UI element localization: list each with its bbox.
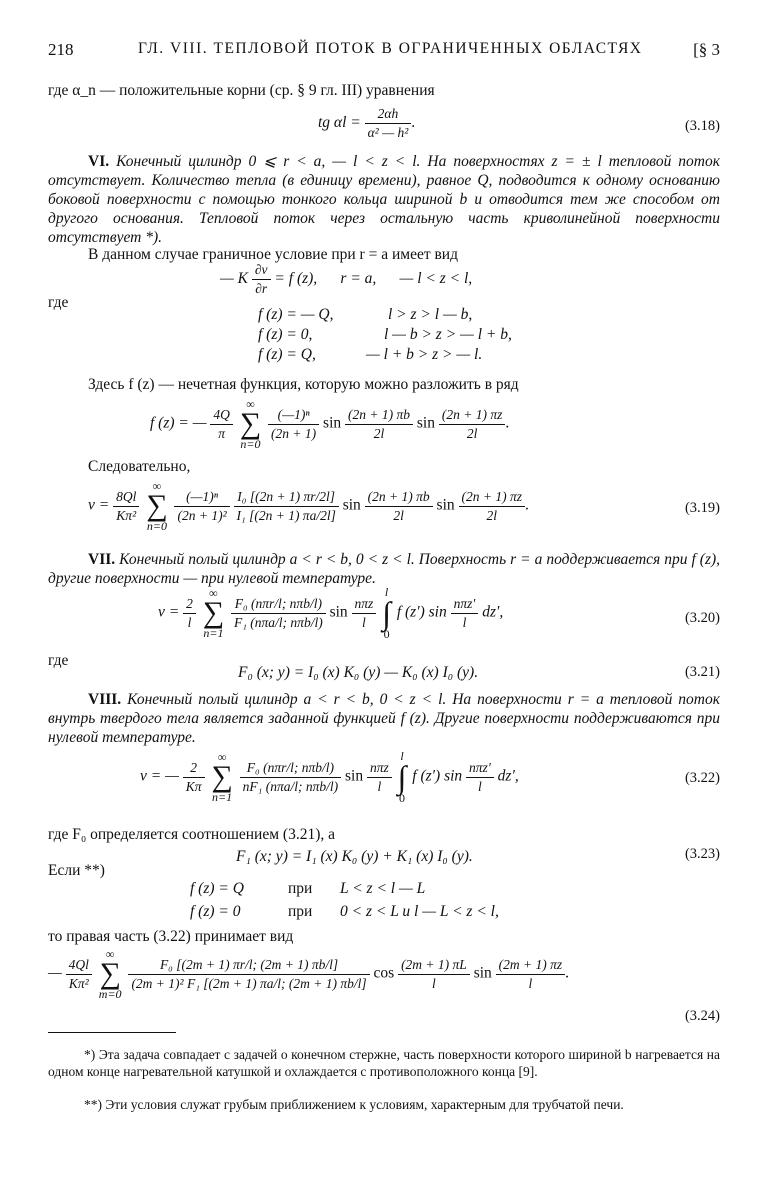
- eq322-dz: dz′,: [497, 767, 519, 785]
- eq322-coef: [183, 760, 205, 795]
- word-where-2: где: [48, 652, 69, 669]
- equation-3-18: tg αl = $\frac{2\alpha h}{\text{α² — h²}}$ .: [318, 106, 416, 140]
- eq-number-3-18: (3.18): [684, 118, 720, 134]
- eq-number-3-22: (3.22): [684, 770, 720, 786]
- eq319-coef-num: 8Ql: [113, 489, 139, 507]
- eq322-term-1-num: F₀ (nπr/l; nπb/l): [240, 760, 341, 778]
- series-term-3: [439, 407, 506, 442]
- paragraph-vii: [48, 550, 720, 588]
- cond-1-f: f (z) = Q: [190, 880, 244, 897]
- eq318-lhs: tg αl =: [318, 114, 361, 132]
- eq322-term-1: [240, 760, 341, 795]
- fz-case-1-cond: l > z > l — b,: [388, 306, 473, 323]
- fz-case-1: f (z) = — Q,: [258, 306, 334, 323]
- sum-bottom: m=0: [98, 987, 122, 1001]
- eq324-term-3: [496, 957, 566, 992]
- eq319-term-4-den: 2l: [486, 507, 498, 523]
- equation-3-22: [140, 750, 519, 804]
- series-term-2: [345, 407, 413, 442]
- eq322-coef-num: 2: [183, 760, 205, 778]
- cond-1-at: при: [288, 880, 313, 897]
- eq324-term-3-num: (2m + 1) πz: [496, 957, 566, 975]
- eq320-coef-den: l: [187, 614, 192, 630]
- eq319-term-2-den: I₁ [(2n + 1) πa/2l]: [236, 507, 336, 523]
- equation-series-fz: [150, 398, 509, 450]
- series-term-2-den: 2l: [373, 425, 385, 441]
- eq319-term-4: [459, 489, 526, 524]
- footnote-1: *) Эта задача совпадает с задачей о конечном стержне, часть поверхности которого шириной b нагревается на одном конце нагревательной катушкой и охлаждается с противоположного конца [9].: [48, 1047, 720, 1079]
- paragraph-vii-lead: VII.: [88, 551, 116, 568]
- eq319-term-1: [174, 489, 229, 524]
- eq-bc-fraction: [252, 262, 271, 297]
- cond-1-range: L < z < l — L: [340, 880, 426, 897]
- sum-top: ∞: [217, 750, 227, 764]
- series-term-3-den: 2l: [466, 425, 478, 441]
- eq319-coef-den: Kπ²: [116, 507, 137, 523]
- paragraph-viii-text: Конечный полый цилиндр a < r < b, 0 < z < l. На поверхности r = a тепловой поток внутрь твердого тела является заданной функцией f (z). Другие поверхности поддерживаются при нулевой температуре.: [48, 691, 720, 746]
- sum-top: ∞: [105, 947, 115, 961]
- sum-symbol: ∞ ∑ n=1: [211, 750, 233, 804]
- series-term-1-num: (—1)ⁿ: [268, 407, 319, 425]
- text-line-hence: Следовательно,: [88, 458, 191, 475]
- paragraph-viii-lead: VIII.: [88, 691, 122, 708]
- eq319-term-1-den: (2n + 1)²: [177, 507, 227, 523]
- integral-symbol: l ∫ 0: [397, 749, 407, 805]
- eq324-term-1-num: F₀ [(2m + 1) πr/l; (2m + 1) πb/l]: [128, 957, 369, 975]
- eq320-sin-1: sin: [329, 603, 348, 621]
- eq319-lhs: v =: [88, 496, 110, 514]
- series-term-1-den: (2n + 1): [271, 425, 317, 441]
- series-coef-den: π: [218, 425, 226, 441]
- eq320-integrand: f (z′) sin: [396, 603, 447, 621]
- eq324-term-1-den: (2m + 1)² F₁ [(2m + 1) πa/l; (2m + 1) πb/l]: [131, 975, 367, 991]
- eq-bc-lhs: — K: [220, 270, 248, 288]
- running-title: ГЛ. VIII. ТЕПЛОВОЙ ПОТОК В ОГРАНИЧЕННЫХ ОБЛАСТЯХ: [138, 40, 643, 57]
- eq-number-3-19: (3.19): [684, 500, 720, 516]
- eq318-den: α² — h²: [367, 125, 409, 140]
- eq324-term-1: [128, 957, 369, 992]
- paragraph-viii: [48, 690, 720, 747]
- eq324-cos: cos: [373, 964, 395, 982]
- cond-2-f: f (z) = 0: [190, 903, 241, 920]
- text-line-odd: Здесь f (z) — нечетная функция, которую можно разложить в ряд: [88, 376, 519, 393]
- equation-3-20: [158, 586, 503, 640]
- eq319-coef: [113, 489, 139, 524]
- eq324-term-2: [398, 957, 470, 992]
- equation-3-24: [48, 948, 569, 1000]
- eq318-num: 2αh: [365, 106, 412, 124]
- eq320-coef-num: 2: [183, 596, 196, 614]
- paragraph-vi: [48, 152, 720, 247]
- integral-top: l: [384, 585, 389, 599]
- footnote-rule: [48, 1032, 176, 1033]
- eq319-sin-2: sin: [436, 496, 455, 514]
- eq-number-3-20: (3.20): [684, 610, 720, 626]
- eq319-term-2: [234, 489, 339, 524]
- eq-bc-den: ∂r: [255, 281, 268, 296]
- eq319-term-1-num: (—1)ⁿ: [174, 489, 229, 507]
- sum-top: ∞: [209, 586, 218, 600]
- eq322-integrand: f (z′) sin: [412, 767, 463, 785]
- page-number: 218: [48, 40, 74, 59]
- eq-bc-rhs: = f (z), r = a, — l < z < l,: [274, 270, 473, 288]
- series-lhs: f (z) = —: [150, 414, 207, 432]
- eq322-term-2: [367, 760, 392, 795]
- eq320-coef: [183, 596, 196, 631]
- eq319-term-3: [365, 489, 433, 524]
- word-where-1: где: [48, 294, 69, 311]
- series-sin-1: sin: [323, 414, 342, 432]
- fz-case-3-cond: — l + b > z > — l.: [366, 346, 483, 363]
- eq324-lhs: —: [48, 964, 62, 982]
- integral-bottom: 0: [383, 627, 390, 641]
- equation-3-19: [88, 480, 529, 532]
- sum-symbol: ∞ ∑ m=0: [98, 947, 122, 1001]
- eq-number-3-23: (3.23): [684, 846, 720, 862]
- eq319-term-2-num: I₀ [(2n + 1) πr/2l]: [234, 489, 339, 507]
- eq320-term-1-num: F₀ (nπr/l; nπb/l): [231, 596, 326, 614]
- eq322-term-3: [466, 760, 494, 795]
- sum-bottom: n=0: [240, 437, 261, 451]
- equation-3-21: F₀ (x; y) = I₀ (x) K₀ (y) — K₀ (x) I₀ (y).: [238, 664, 479, 681]
- paragraph-vi-text: Конечный цилиндр 0 ⩽ r < a, — l < z < l. На поверхностях z = ± l тепловой поток отсутствует. Количество тепла (в единицу времени), равное Q, подводится к одному основанию боковой поверхности с помощью тонкого кольца шириной b и отводится тем же способом от другого основания. Тепловой поток через остальную часть криволинейной поверхности отсутствует *).: [48, 153, 720, 246]
- eq320-dz: dz′,: [482, 603, 504, 621]
- eq319-term-4-num: (2n + 1) πz: [459, 489, 526, 507]
- series-term-2-num: (2n + 1) πb: [345, 407, 413, 425]
- sum-symbol: ∞ ∑ n=0: [146, 479, 168, 533]
- series-end: .: [505, 414, 510, 432]
- eq319-end: .: [525, 496, 529, 514]
- fz-case-3: f (z) = Q,: [258, 346, 316, 363]
- eq324-coef-num: 4Ql: [66, 957, 92, 975]
- eq324-term-2-num: (2m + 1) πL: [398, 957, 470, 975]
- cond-2-range: 0 < z < L и l — L < z < l,: [340, 903, 499, 920]
- eq318-fraction: [365, 106, 412, 141]
- eq322-term-1-den: nF₁ (nπa/l; nπb/l): [242, 778, 339, 794]
- text-line-if: Если **): [48, 862, 105, 879]
- cond-2-at: при: [288, 903, 313, 920]
- text-line-f0: где F₀ определяется соотношением (3.21), а: [48, 826, 335, 843]
- text-line-boundary: В данном случае граничное условие при r = a имеет вид: [88, 246, 458, 263]
- integral-bottom: 0: [399, 791, 406, 805]
- equation-boundary: [220, 262, 472, 297]
- eq320-lhs: v =: [158, 603, 180, 621]
- text-line-rhs: то правая часть (3.22) принимает вид: [48, 928, 294, 945]
- eq324-term-2-den: l: [432, 975, 436, 991]
- text-line-roots: где α_n — положительные корни (ср. § 9 гл. III) уравнения: [48, 82, 435, 99]
- series-term-3-num: (2n + 1) πz: [439, 407, 506, 425]
- eq324-term-3-den: l: [528, 975, 533, 991]
- eq-bc-num: ∂v: [252, 262, 271, 280]
- eq319-term-3-num: (2n + 1) πb: [365, 489, 433, 507]
- sum-symbol: ∞ ∑ n=0: [239, 397, 262, 451]
- sum-top: ∞: [152, 479, 162, 493]
- eq320-term-2: [352, 596, 377, 631]
- eq320-term-1-den: F₁ (nπa/l; nπb/l): [233, 614, 323, 630]
- sum-top: ∞: [246, 397, 255, 411]
- eq322-term-2-num: nπz: [367, 760, 392, 778]
- eq322-term-3-num: nπz′: [466, 760, 494, 778]
- eq-number-3-24: (3.24): [684, 1008, 720, 1024]
- eq322-lhs: v = —: [140, 767, 179, 785]
- eq320-term-2-num: nπz: [352, 596, 377, 614]
- running-header: [48, 40, 720, 64]
- sum-bottom: n=0: [146, 519, 167, 533]
- eq320-term-3: [451, 596, 479, 631]
- integral-top: l: [400, 749, 404, 763]
- equation-3-23: F₁ (x; y) = I₁ (x) K₀ (y) + K₁ (x) I₀ (y).: [236, 848, 473, 865]
- eq322-term-2-den: l: [377, 778, 382, 794]
- sum-bottom: n=1: [212, 790, 233, 804]
- eq324-end: .: [565, 964, 570, 982]
- eq320-term-3-den: l: [462, 614, 467, 630]
- eq320-term-1: [231, 596, 326, 631]
- fz-case-2: f (z) = 0,: [258, 326, 313, 343]
- eq322-sin-1: sin: [345, 767, 364, 785]
- series-sin-2: sin: [416, 414, 435, 432]
- eq324-coef-den: Kπ²: [68, 975, 89, 991]
- section-marker: [§ 3: [693, 40, 720, 59]
- eq324-sin: sin: [473, 964, 492, 982]
- series-coef-num: 4Q: [210, 407, 233, 425]
- integral-symbol: l ∫ 0: [382, 585, 391, 641]
- paragraph-vii-text: Конечный полый цилиндр a < r < b, 0 < z < l. Поверхность r = a поддерживается при f (z), другие поверхности — при нулевой температуре.: [48, 551, 721, 587]
- series-term-1: [268, 407, 319, 442]
- eq320-term-3-num: nπz′: [451, 596, 479, 614]
- eq319-term-3-den: 2l: [393, 507, 404, 523]
- eq-number-3-21: (3.21): [684, 664, 720, 680]
- paragraph-vi-lead: VI.: [88, 153, 110, 170]
- sum-bottom: n=1: [203, 626, 224, 640]
- eq320-term-2-den: l: [362, 614, 366, 630]
- sum-symbol: ∞ ∑ n=1: [202, 586, 225, 640]
- eq322-term-3-den: l: [478, 778, 482, 794]
- series-coef: [210, 407, 233, 442]
- footnote-2: **) Эти условия служат грубым приближением к условиям, характерным для трубчатой печи.: [84, 1097, 624, 1112]
- fz-case-2-cond: l — b > z > — l + b,: [384, 326, 512, 343]
- eq322-coef-den: Kπ: [185, 778, 202, 794]
- eq319-sin-1: sin: [342, 496, 361, 514]
- eq324-coef: [66, 957, 92, 992]
